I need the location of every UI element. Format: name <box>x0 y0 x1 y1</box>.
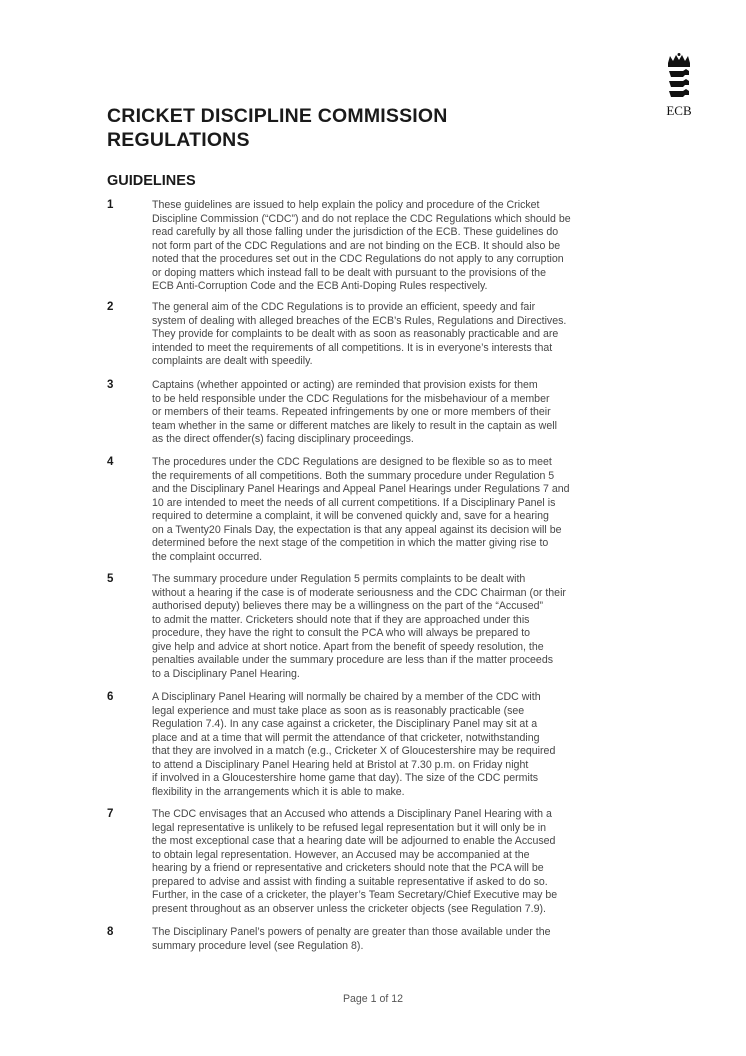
text-line: to admit the matter. Cricketers should note that if they are approached under this <box>152 613 530 626</box>
text-line: to a Disciplinary Panel Hearing. <box>152 667 300 680</box>
text-line: intended to meet the requirements of all competitions. It is in everyone’s interests that <box>152 341 553 354</box>
text-line: present throughout as an observer unless the cricketer objects (see Regulation 7.9). <box>152 902 546 915</box>
text-line: Regulation 7.4). In any case against a cricketer, the Disciplinary Panel may sit at a <box>152 718 538 730</box>
text-line: A Disciplinary Panel Hearing will normally be chaired by a member of the CDC with <box>152 691 541 703</box>
guideline-paragraph <box>107 573 667 681</box>
ecb-logo <box>664 53 694 119</box>
text-line: required to determine a complaint, it will be convened quickly and, save for a hearing <box>152 510 549 522</box>
text-line: noted that the procedures set out in the CDC Regulations do not apply to any corruption <box>152 253 564 265</box>
text-line: The general aim of the CDC Regulations is to provide an efficient, speedy and fair <box>152 301 536 313</box>
text-line: They provide for complaints to be dealt with as soon as reasonably practicable and are <box>152 328 559 340</box>
text-line: team whether in the same or different matches are likely to result in the captain as well <box>152 419 557 432</box>
text-line: authorised deputy) believes there may be a willingness on the part of the “Accused” <box>152 600 544 612</box>
paragraph-number: 5 <box>107 573 114 585</box>
text-line: flexibility in the arrangements which it is able to make. <box>152 785 405 798</box>
text-line: The CDC envisages that an Accused who attends a Disciplinary Panel Hearing with a <box>152 808 552 820</box>
text-line: or members of their teams. Repeated infringements by one or more members of their <box>152 406 551 418</box>
guideline-paragraph <box>107 926 667 953</box>
paragraph-text <box>152 926 667 953</box>
crown-lions-icon <box>664 53 694 119</box>
text-line: the requirements of all competitions. Both the summary procedure under Regulation 5 <box>152 469 555 482</box>
text-line: These guidelines are issued to help explain the policy and procedure of the Cricket <box>152 199 540 211</box>
text-line: the most exceptional case that a hearing date will be adjourned to enable the Accused <box>152 835 556 847</box>
title-line: REGULATIONS <box>107 129 250 151</box>
section-heading: GUIDELINES <box>107 173 196 189</box>
text-line: legal experience and must take place as soon as is reasonably practicable (see <box>152 704 525 717</box>
text-line: The procedures under the CDC Regulations are designed to be flexible so as to meet <box>152 456 552 468</box>
guideline-paragraph <box>107 808 667 916</box>
paragraph-number: 7 <box>107 808 114 820</box>
text-line: give help and advice at short notice. Apart from the benefit of speedy resolution, the <box>152 640 544 653</box>
text-line: as the direct offender(s) facing disciplinary proceedings. <box>152 433 414 445</box>
text-line: to be held responsible under the CDC Regulations for the misbehaviour of a member <box>152 392 550 405</box>
paragraph-text <box>152 199 667 294</box>
text-line: and the Disciplinary Panel Hearings and Appeal Panel Hearings under Regulations 7 and <box>152 483 570 495</box>
text-line: or doping matters which instead fall to be dealt with pursuant to the provisions of the <box>152 266 546 279</box>
text-line: system of dealing with alleged breaches of the ECB’s Rules, Regulations and Directives. <box>152 314 567 327</box>
paragraph-text <box>152 379 667 447</box>
text-line: to attend a Disciplinary Panel Hearing held at Bristol at 7.30 p.m. on Friday night <box>152 758 529 771</box>
text-line: without a hearing if the case is of moderate seriousness and the CDC Chairman (or their <box>152 586 566 599</box>
text-line: summary procedure level (see Regulation 8). <box>152 939 364 952</box>
text-line: legal representative is unlikely to be refused legal representation but it will only be in <box>152 821 546 834</box>
text-line: determined before the next stage of the competition in which the matter giving rise to <box>152 537 549 549</box>
text-line: The Disciplinary Panel’s powers of penalty are greater than those available under the <box>152 926 551 938</box>
text-line: Captains (whether appointed or acting) are reminded that provision exists for them <box>152 379 538 391</box>
text-line: hearing by a friend or representative and cricketers should note that the PCA will be <box>152 862 544 874</box>
text-line: The summary procedure under Regulation 5 permits complaints to be dealt with <box>152 573 526 585</box>
paragraph-text <box>152 573 667 681</box>
text-line: to obtain legal representation. However, an Accused may be accompanied at the <box>152 848 530 861</box>
paragraph-number: 1 <box>107 199 114 211</box>
text-line: not form part of the CDC Regulations and are not binding on the ECB. It should also be <box>152 239 561 252</box>
text-line: place and at a time that will permit the attendance of that cricketer, notwithstanding <box>152 731 540 744</box>
text-line: on a Twenty20 Finals Day, the expectation is that any appeal against its decision will be <box>152 523 562 536</box>
page-title <box>107 104 448 152</box>
text-line: that they are involved in a match (e.g., Cricketer X of Gloucestershire may be required <box>152 745 556 757</box>
paragraph-number: 2 <box>107 301 114 313</box>
guideline-paragraph <box>107 199 667 294</box>
text-line: Discipline Commission (“CDC”) and do not replace the CDC Regulations which should be <box>152 212 571 225</box>
paragraph-text <box>152 301 667 369</box>
guideline-paragraph <box>107 456 667 564</box>
text-line: Further, in the case of a cricketer, the player’s Team Secretary/Chief Executive may be <box>152 889 558 901</box>
text-line: penalties available under the summary procedure are less than if the matter proceeds <box>152 654 554 666</box>
guideline-paragraph <box>107 691 667 799</box>
ecb-logo-text: ECB <box>666 103 692 118</box>
paragraph-number: 6 <box>107 691 114 703</box>
page-number: Page 1 of 12 <box>342 993 404 1005</box>
text-line: the complaint occurred. <box>152 550 263 563</box>
text-line: 10 are intended to meet the needs of all current competitions. If a Disciplinary Panel is <box>152 496 556 509</box>
text-line: ECB Anti-Corruption Code and the ECB Anti-Doping Rules respectively. <box>152 280 488 292</box>
guideline-paragraph <box>107 379 667 447</box>
paragraph-text <box>152 691 667 799</box>
text-line: read carefully by all those falling under the jurisdiction of the ECB. These guidelines do <box>152 226 559 238</box>
text-line: complaints are dealt with speedily. <box>152 355 313 367</box>
paragraph-number: 4 <box>107 456 114 468</box>
text-line: procedure, they have the right to consult the PCA who will always be prepared to <box>152 627 531 639</box>
text-line: if involved in a Gloucestershire home game that day). The size of the CDC permits <box>152 772 539 784</box>
text-line: prepared to advise and assist with finding a suitable representative if asked to do so. <box>152 875 548 888</box>
paragraph-text <box>152 808 667 916</box>
guideline-paragraph <box>107 301 667 369</box>
paragraph-number: 3 <box>107 379 114 391</box>
title-line: CRICKET DISCIPLINE COMMISSION <box>107 105 448 127</box>
paragraph-text <box>152 456 667 564</box>
paragraph-number: 8 <box>107 926 114 938</box>
